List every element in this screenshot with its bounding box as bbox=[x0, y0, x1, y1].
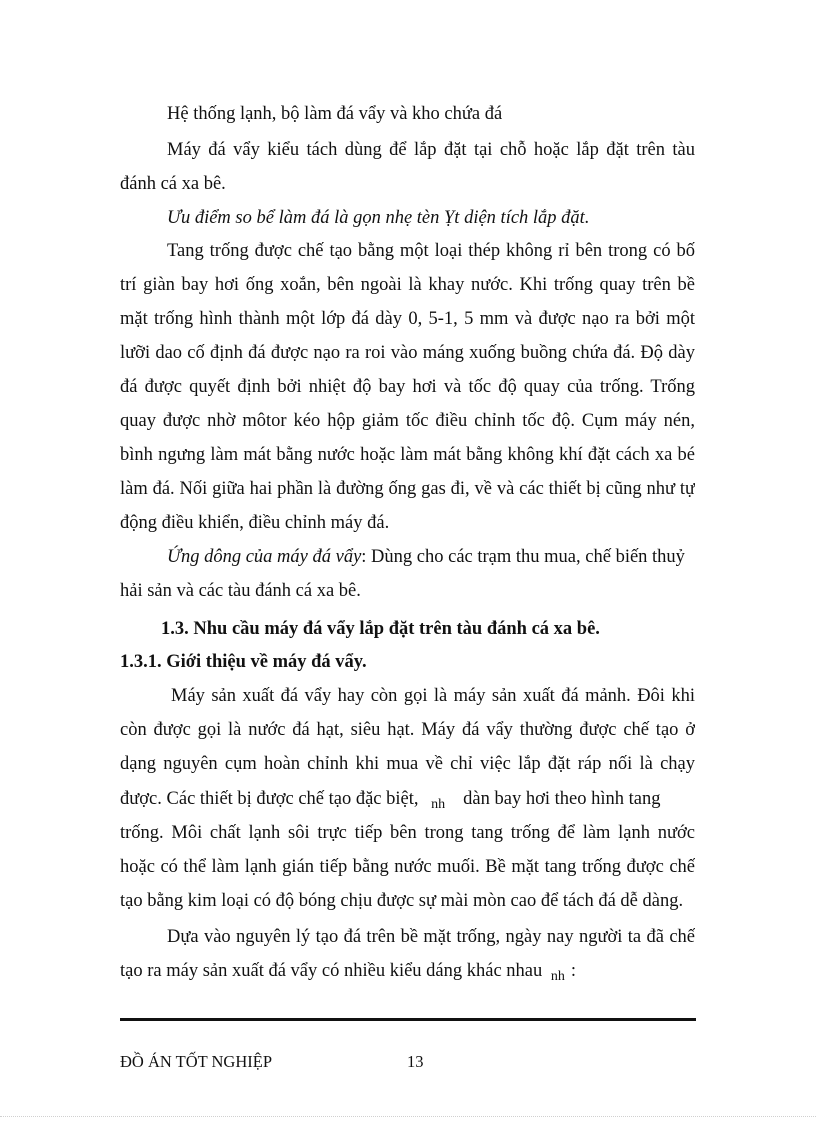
paragraph-line: Dựa vào nguyên lý tạo đá trên bề mặt trống, ngày nay người ta đã chế bbox=[167, 927, 695, 947]
line-end: dàn bay hơi theo hình tang bbox=[463, 789, 661, 809]
paragraph-line: làm đá. Nối giữa hai phần là đường ống gas đi, về và các thiết bị cũng như tự bbox=[120, 479, 695, 499]
italic-lead: Ứng dông của máy đá vẩy bbox=[167, 547, 362, 567]
paragraph-line: quay được nhờ môtor kéo hộp giảm tốc điều chỉnh tốc độ. Cụm máy nén, bbox=[120, 411, 695, 431]
page-bottom-border bbox=[0, 1116, 816, 1118]
paragraph-line: hoặc có thể làm lạnh gián tiếp bằng nước muối. Bề mặt tang trống được chế bbox=[120, 857, 695, 877]
paragraph-line bbox=[120, 788, 660, 810]
line-end: : bbox=[570, 961, 577, 981]
subsection-heading: 1.3.1. Giới thiệu về máy đá vẩy. bbox=[120, 652, 367, 672]
paragraph-line: trí giàn bay hơi ống xoắn, bên ngoài là khay nước. Khi trống quay trên bề bbox=[120, 275, 695, 295]
inline-abbrev: nh bbox=[550, 969, 565, 984]
paragraph-line: Ưu điểm so bể làm đá là gọn nhẹ tèn Ỵt diện tích lắp đặt. bbox=[167, 208, 590, 228]
paragraph-line: Tang trống được chế tạo bằng một loại thép không rỉ bên trong có bố bbox=[167, 241, 695, 261]
paragraph-line bbox=[167, 546, 685, 568]
paragraph-line: đánh cá xa bê. bbox=[120, 174, 226, 194]
page-number: 13 bbox=[407, 1052, 424, 1071]
line-rest: : Dùng cho các trạm thu mua, chế biến thuỷ bbox=[361, 547, 685, 567]
line-start: tạo ra máy sản xuất đá vẩy có nhiều kiểu dáng khác nhau bbox=[120, 961, 543, 981]
paragraph-line: Máy sản xuất đá vẩy hay còn gọi là máy sản xuất đá mảnh. Đôi khi bbox=[171, 686, 695, 706]
footer-title: ĐỒ ÁN TỐT NGHIỆP bbox=[120, 1052, 273, 1071]
paragraph-line: Máy đá vẩy kiểu tách dùng để lắp đặt tại chỗ hoặc lắp đặt trên tàu bbox=[167, 140, 695, 160]
paragraph-line: dạng nguyên cụm hoàn chỉnh khi mua về chỉ việc lắp đặt ráp nối là chạy bbox=[120, 754, 695, 774]
section-heading: 1.3. Nhu cầu máy đá vẩy lắp đặt trên tàu đánh cá xa bê. bbox=[161, 619, 600, 639]
paragraph-line: trống. Môi chất lạnh sôi trực tiếp bên trong tang trống để làm lạnh nước bbox=[120, 823, 695, 843]
paragraph-line: Hệ thống lạnh, bộ làm đá vẩy và kho chứa đá bbox=[167, 104, 503, 124]
inline-abbrev: nh bbox=[431, 797, 446, 812]
paragraph-line: tạo bằng kim loại có độ bóng chịu được sự mài mòn cao để tách đá dễ dàng. bbox=[120, 891, 684, 911]
paragraph-line: bình ngưng làm mát bằng nước hoặc làm mát bằng không khí đặt cách xa bé bbox=[120, 445, 695, 465]
paragraph-line: mặt trống hình thành một lớp đá dày 0, 5-1, 5 mm và được nạo ra bởi một bbox=[120, 309, 695, 329]
line-start: được. Các thiết bị được chế tạo đặc biệt, bbox=[120, 789, 419, 809]
paragraph-line: còn được gọi là nước đá hạt, siêu hạt. Máy đá vẩy thường được chế tạo ở bbox=[120, 720, 695, 740]
paragraph-line bbox=[120, 960, 576, 982]
footer-divider bbox=[120, 1018, 696, 1021]
paragraph-line: động điều khiển, điều chỉnh máy đá. bbox=[120, 513, 390, 533]
paragraph-line: lưỡi dao cố định đá được nạo ra roi vào máng xuống buồng chứa đá. Độ dày bbox=[120, 343, 695, 363]
paragraph-line: đá được quyết định bởi nhiệt độ bay hơi và tốc độ quay của trống. Trống bbox=[120, 377, 695, 397]
paragraph-line: hải sản và các tàu đánh cá xa bê. bbox=[120, 581, 361, 601]
